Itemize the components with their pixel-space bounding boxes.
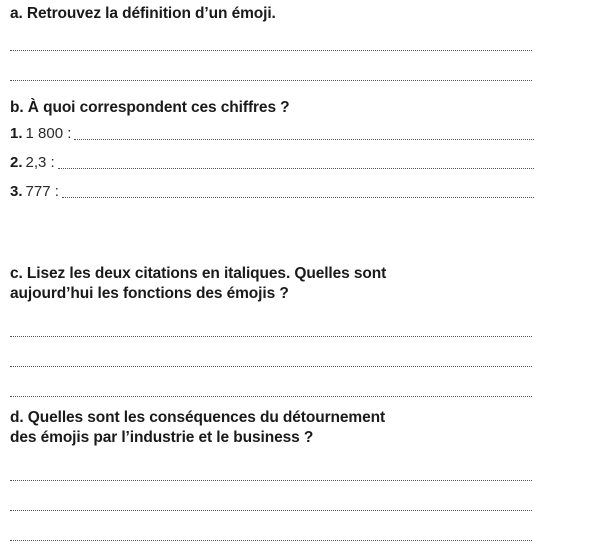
answer-line-d-3[interactable] — [10, 540, 532, 541]
item-value: 1 800 : — [25, 125, 72, 142]
question-c-title-line-2: aujourd’hui les fonctions des émojis ? — [10, 285, 289, 302]
question-d-title-line-2: des émojis par l’industrie et le business ? — [10, 429, 314, 446]
answer-line-b-3[interactable] — [62, 197, 534, 198]
item-value: 2,3 : — [25, 154, 55, 171]
answer-line-c-1[interactable] — [10, 336, 532, 337]
item-value: 777 : — [25, 183, 59, 200]
answer-line-a-2[interactable] — [10, 80, 532, 81]
item-number: 1. — [10, 125, 23, 142]
question-b-item-2 — [10, 153, 534, 173]
answer-line-c-3[interactable] — [10, 396, 532, 397]
answer-line-b-1[interactable] — [74, 139, 534, 140]
question-a-title: a. Retrouvez la définition d’un émoji. — [10, 5, 276, 22]
answer-line-d-2[interactable] — [10, 510, 532, 511]
item-number: 2. — [10, 154, 23, 171]
answer-line-b-2[interactable] — [58, 168, 534, 169]
question-b-title: b. À quoi correspondent ces chiffres ? — [10, 99, 290, 116]
answer-line-d-1[interactable] — [10, 480, 532, 481]
question-c-title-line-1: c. Lisez les deux citations en italiques. Quelles sont — [10, 265, 387, 282]
question-b-item-1 — [10, 124, 534, 144]
item-number: 3. — [10, 183, 23, 200]
answer-line-c-2[interactable] — [10, 366, 532, 367]
question-d-title-line-1: d. Quelles sont les conséquences du détournement — [10, 409, 386, 426]
question-b-item-3 — [10, 182, 534, 202]
answer-line-a-1[interactable] — [10, 50, 532, 51]
